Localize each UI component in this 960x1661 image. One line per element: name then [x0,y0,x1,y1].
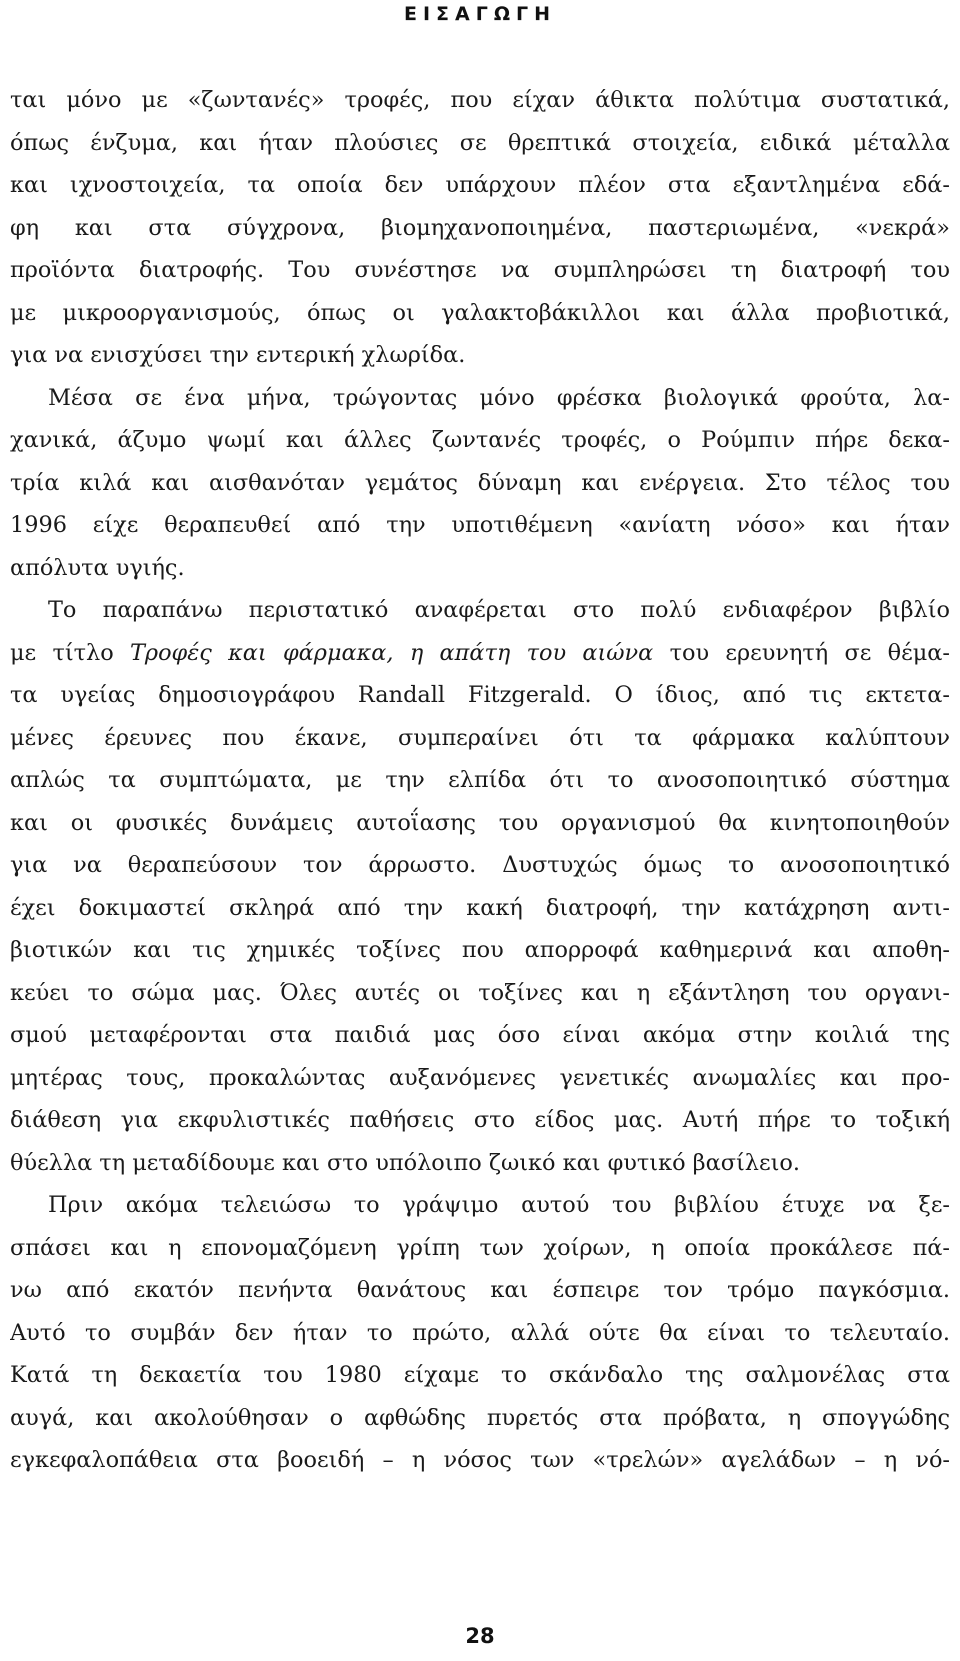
text-line: κεύει το σώμα μας. Όλες αυτές οι τοξίνες και η εξάντληση του οργανι- [10,979,950,1006]
text-line: διάθεση για εκφυλιστικές παθήσεις στο είδος μας. Αυτή πήρε το τοξική [10,1107,950,1133]
text-line: έχει δοκιμαστεί σκληρά από την κακή διατροφή, την κατάχρηση αντι- [10,894,950,921]
text-line: μητέρας τους, προκαλώντας αυξανόμενες γενετικές ανωμαλίες και προ- [10,1064,950,1091]
text-line: βιοτικών και τις χημικές τοξίνες που απορροφά καθημερινά και αποθη- [10,937,950,963]
page-number: 28 [465,1624,495,1648]
running-head: ΕΙΣΑΓΩΓΗ [404,3,556,25]
text-line: σπάσει και η επονομαζόμενη γρίπη των χοίρων, η οποία προκάλεσε πά- [10,1234,950,1261]
text-line: και ιχνοστοιχεία, τα οποία δεν υπάρχουν πλέον στα εξαντλημένα εδά- [10,172,950,198]
text-line: για να ενισχύσει την εντερική χλωρίδα. [10,342,466,368]
text-line: νω από εκατόν πενήντα θανάτους και έσπειρε τον τρόμο παγκόσμια. [10,1277,950,1303]
text-line [10,632,950,675]
text-line: Μέσα σε ένα μήνα, τρώγοντας μόνο φρέσκα βιολογικά φρούτα, λα- [48,384,950,411]
text-line: 1996 είχε θεραπευθεί από την υποτιθέμενη «ανίατη νόσο» και ήταν [10,512,950,538]
text-line: τα υγείας δημοσιογράφου Randall Fitzgerald. Ο ίδιος, από τις εκτετα- [10,682,950,708]
text-line: και οι φυσικές δυνάμεις αυτοΐασης του οργανισμού θα κινητοποιηθούν [10,809,950,836]
text-line: εγκεφαλοπάθεια στα βοοειδή – η νόσος των «τρελών» αγελάδων – η νό- [10,1447,950,1473]
paragraph [10,377,950,590]
book-title: Τροφές και φάρμακα, η απάτη του αιώνα [129,639,654,666]
text-line: Αυτό το συμβάν δεν ήταν το πρώτο, αλλά ούτε θα είναι το τελευταίο. [10,1319,950,1346]
text-line: τρία κιλά και αισθανόταν γεμάτος δύναμη και ενέργεια. Στο τέλος του [10,469,950,496]
text-line: Το παραπάνω περιστατικό αναφέρεται στο πολύ ενδιαφέρον βιβλίο [48,597,950,623]
text-line: με μικροοργανισμούς, όπως οι γαλακτοβάκιλλοι και άλλα προβιοτικά, [10,299,950,326]
text-fragment: του ερευνητή σε θέμα- [653,639,950,666]
text-line: φη και στα σύγχρονα, βιομηχανοποιημένα, παστεριωμένα, «νεκρά» [10,214,950,241]
text-line: απλώς τα συμπτώματα, με την ελπίδα ότι το ανοσοποιητικό σύστημα [10,767,950,793]
text-line: σμού μεταφέρονται στα παιδιά μας όσο είναι ακόμα στην κοιλιά της [10,1022,950,1048]
text-line: απόλυτα υγιής. [10,554,185,581]
text-line: Πριν ακόμα τελειώσω το γράψιμο αυτού του βιβλίου έτυχε να ξε- [48,1192,950,1218]
paragraph [10,1184,950,1482]
text-line: χανικά, άζυμο ψωμί και άλλες ζωντανές τροφές, ο Ρούμπιν πήρε δεκα- [10,427,950,453]
text-line: για να θεραπεύσουν τον άρρωστο. Δυστυχώς όμως το ανοσοποιητικό [10,852,950,878]
text-line: όπως ένζυμα, και ήταν πλούσιες σε θρεπτικά στοιχεία, ειδικά μέταλλα [10,129,950,156]
text-line: αυγά, και ακολούθησαν ο αφθώδης πυρετός στα πρόβατα, η σπογγώδης [10,1404,950,1431]
body-text [10,79,950,1482]
text-line: προϊόντα διατροφής. Του συνέστησε να συμπληρώσει τη διατροφή του [10,257,950,283]
paragraph [10,589,950,1184]
text-fragment: με τίτλο [10,639,130,666]
text-line: μένες έρευνες που έκανε, συμπεραίνει ότι τα φάρμακα καλύπτουν [10,724,950,751]
paragraph [10,79,950,377]
text-line: Κατά τη δεκαετία του 1980 είχαμε το σκάνδαλο της σαλμονέλας στα [10,1362,950,1388]
text-line: θύελλα τη μεταδίδουμε και στο υπόλοιπο ζωικό και φυτικό βασίλειο. [10,1149,800,1176]
text-line: ται μόνο με «ζωντανές» τροφές, που είχαν άθικτα πολύτιμα συστατικά, [10,87,950,113]
